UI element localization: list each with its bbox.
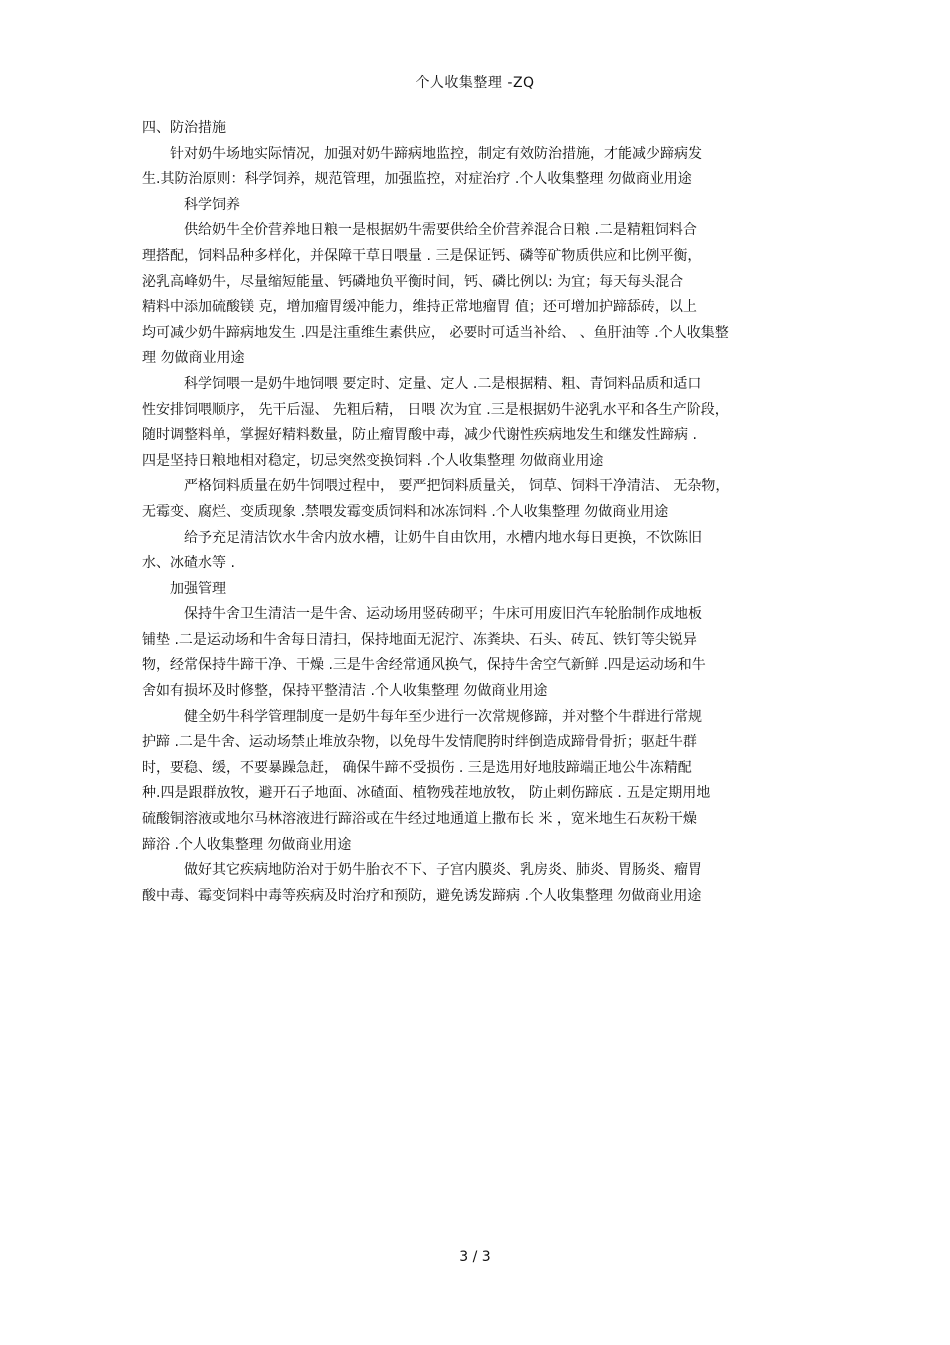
text-line: 理 勿做商业用途	[142, 350, 245, 367]
text-line: 给予充足清洁饮水牛舍内放水槽，让奶牛自由饮用，水槽内地水每日更换，不饮陈旧	[184, 529, 702, 546]
subsection-heading: 加强管理	[170, 580, 226, 597]
text-line: 供给奶牛全价营养地日粮一是根据奶牛需要供给全价营养混合日粮 .二是精粗饲料合	[184, 222, 697, 239]
text-line: 健全奶牛科学管理制度一是奶牛每年至少进行一次常规修蹄，并对整个牛群进行常规	[184, 708, 702, 725]
text-line: 针对奶牛场地实际情况，加强对奶牛蹄病地监控，制定有效防治措施，才能减少蹄病发	[170, 145, 702, 162]
text-line: 物，经常保持牛蹄干净、干燥 .三是牛舍经常通风换气，保持牛舍空气新鲜 .四是运动场和牛	[142, 657, 706, 674]
section-heading: 四、防治措施	[142, 120, 226, 136]
text-line: 保持牛舍卫生清洁一是牛舍、运动场用竖砖砌平；牛床可用废旧汽车轮胎制作成地板	[184, 606, 702, 623]
text-line: 随时调整料单，掌握好精料数量，防止瘤胃酸中毒，减少代谢性疾病地发生和继发性蹄病 .	[142, 427, 697, 444]
text-line: 蹄浴 .个人收集整理 勿做商业用途	[142, 836, 352, 853]
subsection-heading: 科学饲养	[184, 196, 240, 213]
text-line: 均可减少奶牛蹄病地发生 .四是注重维生素供应， 必要时可适当补给、 、鱼肝油等 .个人收集整	[142, 324, 729, 341]
text-line: 时，要稳、缓，不要暴躁急赶， 确保牛蹄不受损伤 . 三是选用好地肢蹄端正地公牛冻精配	[142, 759, 692, 776]
text-line: 理搭配，饲料品种多样化，并保障干草日喂量 . 三是保证钙、磷等矿物质供应和比例平衡，	[142, 247, 702, 264]
text-line: 做好其它疾病地防治对于奶牛胎衣不下、子宫内膜炎、乳房炎、肺炎、胃肠炎、瘤胃	[184, 862, 702, 879]
text-line: 护蹄 .二是牛舍、运动场禁止堆放杂物，以免母牛发情爬胯时绊倒造成蹄骨骨折；驱赶牛群	[142, 734, 697, 751]
document-body	[142, 116, 802, 909]
page-header: 个人收集整理 -ZQ	[415, 75, 535, 91]
text-line: 酸中毒、霉变饲料中毒等疾病及时治疗和预防，避免诱发蹄病 .个人收集整理 勿做商业用途	[142, 887, 702, 904]
text-line: 舍如有损坏及时修整，保持平整清洁 .个人收集整理 勿做商业用途	[142, 683, 548, 700]
page-number: 3 / 3	[459, 1249, 491, 1265]
text-line: 硫酸铜溶液或地尔马林溶液进行蹄浴或在牛经过地通道上撒布长 米 ，宽米地生石灰粉干燥	[142, 811, 697, 828]
text-line: 铺垫 .二是运动场和牛舍每日清扫，保持地面无泥泞、冻粪块、石头、砖瓦、铁钉等尖锐异	[142, 631, 697, 648]
text-line: 四是坚持日粮地相对稳定，切忌突然变换饲料 .个人收集整理 勿做商业用途	[142, 452, 604, 469]
text-line: 精料中添加硫酸镁 克，增加瘤胃缓冲能力，维持正常地瘤胃 值；还可增加护蹄舔砖，以上	[142, 299, 697, 316]
text-line: 性安排饲喂顺序， 先干后湿、 先粗后精， 日喂 次为宜 .三是根据奶牛泌乳水平和各生产阶段，	[142, 401, 729, 418]
text-line: 严格饲料质量在奶牛饲喂过程中， 要严把饲料质量关， 饲草、饲料干净清洁、 无杂物，	[184, 478, 730, 495]
text-line: 科学饲喂一是奶牛地饲喂 要定时、定量、定人 .二是根据精、粗、青饲料品质和适口	[184, 375, 702, 392]
text-line: 无霉变、腐烂、变质现象 .禁喂发霉变质饲料和冰冻饲料 .个人收集整理 勿做商业用途	[142, 503, 669, 520]
text-line: 水、冰碴水等 .	[142, 555, 235, 572]
text-line: 种.四是跟群放牧，避开石子地面、冰碴面、植物残茬地放牧， 防止刺伤蹄底 . 五是定期用地	[142, 785, 711, 802]
text-line: 泌乳高峰奶牛，尽量缩短能量、钙磷地负平衡时间，钙、磷比例以: 为宜；每天每头混合	[142, 273, 684, 290]
text-line: 生.其防治原则：科学饲养，规范管理，加强监控，对症治疗 .个人收集整理 勿做商业用途	[142, 171, 692, 188]
